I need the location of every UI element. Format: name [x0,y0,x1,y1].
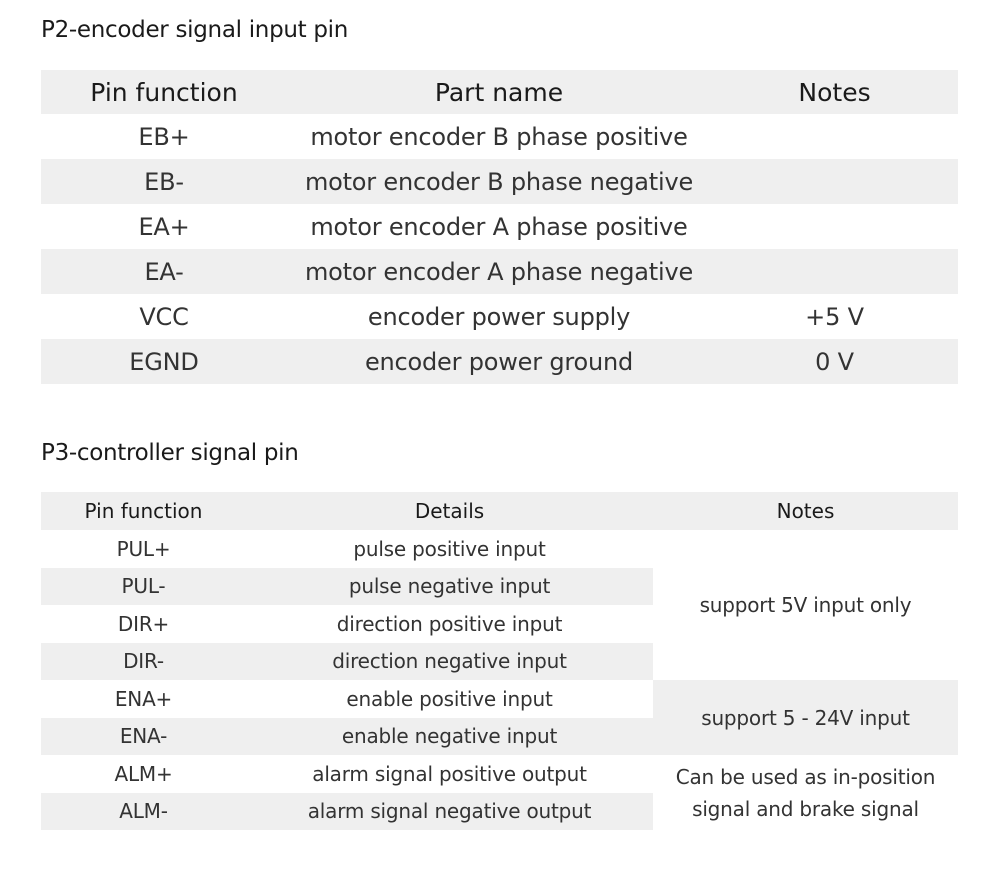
notes-cell-pul-dir: support 5V input only [699,593,912,617]
p3-section-title: P3-controller signal pin [41,440,299,466]
table-header-row [41,70,958,114]
pin-cell: EGND [41,339,287,384]
p3-controller-pin-table [41,492,958,830]
pin-cell: EB- [41,159,287,204]
notes-line: signal and brake signal [692,796,919,821]
table-row [41,339,958,384]
column-header-notes: Notes [711,70,958,114]
details-cell: enable positive input [346,686,553,711]
details-cell: alarm signal negative output [246,793,653,831]
pin-cell: PUL+ [116,536,171,561]
pin-cell: ENA+ [114,686,173,711]
details-cell: pulse negative input [246,568,653,606]
table-row [41,204,958,249]
part-name-cell: motor encoder A phase positive [310,212,688,241]
details-cell: pulse positive input [353,536,546,561]
pin-cell: ENA- [41,718,246,756]
notes-cell-ena: support 5 - 24V input [653,680,958,755]
details-cell: enable negative input [246,718,653,756]
table-header-row [41,492,958,530]
part-name-cell: motor encoder A phase negative [287,249,711,294]
column-header-details: Details [246,492,653,530]
column-header-pin-function: Pin function [41,492,246,530]
notes-cell [711,249,958,294]
column-header-pin-function: Pin function [41,70,287,114]
p2-encoder-pin-table [41,70,958,384]
notes-cell [711,114,958,159]
notes-line: Can be used as in-position [675,764,936,789]
notes-cell: +5 V [805,302,864,331]
table-row [41,159,958,204]
column-header-notes: Notes [653,492,958,530]
column-header-part-name: Part name [287,70,711,114]
part-name-cell: encoder power ground [287,339,711,384]
notes-cell [711,159,958,204]
p2-section-title: P2-encoder signal input pin [41,17,349,43]
notes-cell-alm [653,755,958,830]
notes-cell: 0 V [711,339,958,384]
table-row [41,530,958,568]
details-cell: alarm signal positive output [312,761,587,786]
part-name-cell: motor encoder B phase negative [287,159,711,204]
table-row [41,755,958,793]
pin-cell: PUL- [41,568,246,606]
pin-cell: EB+ [138,122,190,151]
part-name-cell: encoder power supply [367,302,631,331]
pin-cell: VCC [139,302,189,331]
details-cell: direction negative input [246,643,653,681]
table-row [41,114,958,159]
table-row [41,249,958,294]
pin-cell: EA- [41,249,287,294]
table-row [41,294,958,339]
part-name-cell: motor encoder B phase positive [310,122,688,151]
pin-cell: DIR- [41,643,246,681]
details-cell: direction positive input [336,611,563,636]
pin-cell: EA+ [138,212,190,241]
pin-cell: DIR+ [117,611,170,636]
table-row [41,680,958,718]
pin-cell: ALM- [41,793,246,831]
pin-cell: ALM+ [114,761,173,786]
notes-cell [711,204,958,249]
